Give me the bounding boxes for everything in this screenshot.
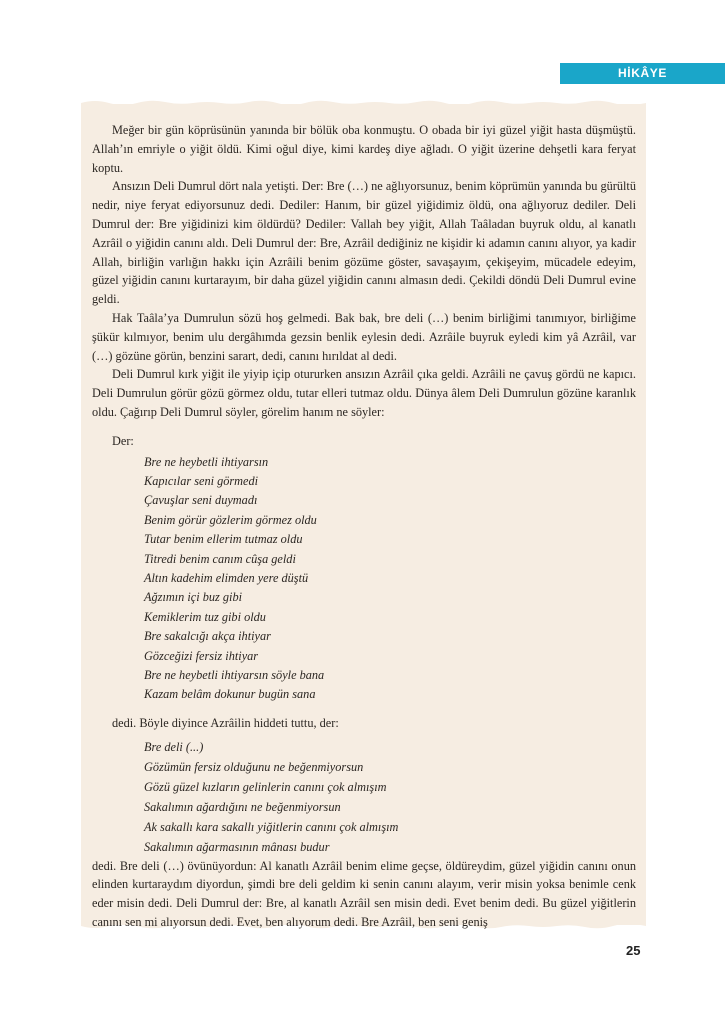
verse-line: Sakalımın ağarmasının mânası budur — [144, 839, 330, 854]
verse-line: Titredi benim canım cûşa geldi — [144, 551, 296, 566]
der-label: Der: — [112, 433, 134, 448]
verse-line: Benim görür gözlerim görmez oldu — [144, 512, 317, 527]
section-label: HİKÂYE — [618, 66, 667, 80]
verse-azrail — [92, 737, 636, 857]
verse-line: Ağzımın içi buz gibi — [144, 590, 243, 605]
verse-line: Altın kadehim elimden yere düştü — [144, 570, 309, 585]
paragraph: Ansızın Deli Dumrul dört nala yetişti. Der: Bre (…) ne ağlıyorsunuz, benim köprümün yanında bu gürültü nedir, niye feryat ediyorsunuz dedi. Dediler: Hanım, bir güzel yiğidimiz öldü, ona ağlıyoruz dediler. Deli Dumrul der: Bre yiğidinizi kim öldürdü? Dediler: Vallah bey yiğit, Allah Taâladan buyruk oldu, al kanatlı Azrâil o yiğidin canını aldı. Deli Dumrul der: Bre, Azrâil dediğiniz ne kişidir ki adamın canını alıyor, ya kadir Allah, birliğin varlığın hakkı için Azrâili benim gözüme göster, savaşayım, çekişeyim, mücadele edeyim, güzel yiğidin canını kurtarayım, bir daha güzel yiğidin canını almasın dedi. Çekildi döndü Deli Dumrul evine geldi. — [92, 179, 636, 307]
verse-line: Kemiklerim tuz gibi oldu — [144, 609, 266, 624]
verse-line: Tutar benim ellerim tutmaz oldu — [144, 532, 303, 547]
verse-line: Bre deli (...) — [144, 739, 204, 754]
verse-line: Gözü güzel kızların gelinlerin canını çok almışım — [144, 779, 387, 794]
dedi-line: dedi. Böyle diyince Azrâilin hiddeti tuttu, der: — [112, 715, 339, 730]
page-number: 25 — [626, 943, 641, 958]
verse-line: Sakalımın ağardığını ne beğenmiyorsun — [144, 799, 341, 814]
paragraph: Deli Dumrul kırk yiğit ile yiyip içip otururken ansızın Azrâil çıka geldi. Azrâili ne çavuş gördü ne kapıcı. Deli Dumrulun görür gözü görmez oldu, tutar elleri tutmaz oldu. Dünya âlem Deli Dumrulun gözüne karanlık oldu. Çağırıp Deli Dumrul söyler, görelim hanım ne söyler: — [92, 367, 636, 419]
verse-line: Kapıcılar seni görmedi — [144, 473, 259, 488]
verse-dumrul — [92, 453, 636, 705]
section-tab — [560, 63, 725, 84]
verse-line: Çavuşlar seni duymadı — [144, 493, 258, 508]
paragraph: Hak Taâla’ya Dumrulun sözü hoş gelmedi. Bak bak, bre deli (…) benim birliğimi tanımıyor, birliğime şükür kılmıyor, benim ulu dergâhımda gezsin benlik eylesin dedi. Azrâile buyruk eyledi kim yâ Azrâil, var (…) gözüne görün, benzini sarart, dedi, canını hırıldat al dedi. — [92, 310, 636, 363]
verse-line: Gözceğizi fersiz ihtiyar — [144, 648, 259, 663]
panel-top-edge — [81, 97, 646, 107]
verse-line: Bre ne heybetli ihtiyarsın — [144, 454, 269, 469]
final-paragraph: dedi. Bre deli (…) övünüyordun: Al kanatlı Azrâil benim elime geçse, öldüreydim, güzel yiğidin canını onun elinden kurtaraydım diyordun, şimdi bre deli geldim ki senin canını alayım, verir misin yoksa benimle cenk eder misin dedi. Deli Dumrul der: Bre, al kanatlı Azrâil sen misin dedi. Evet benim dedi. Bu güzel yiğitlerin canını sen mi alıyorsun dedi. Evet, ben alıyorum dedi. Bre Azrâil, ben seni geniş — [92, 858, 636, 930]
story-content — [92, 121, 636, 932]
verse-line: Bre sakalcığı akça ihtiyar — [144, 629, 271, 644]
paragraph: Meğer bir gün köprüsünün yanında bir bölük oba konmuştu. O obada bir iyi güzel yiğit hasta düşmüştü. Allah’ın emriyle o yiğit öldü. Kimi oğul diye, kimi kardeş diye ağladı. O yiğit üzerine dehşetli kara feryat koptu. — [92, 123, 636, 175]
verse-line: Gözümün fersiz olduğunu ne beğenmiyorsun — [144, 759, 364, 774]
verse-line: Ak sakallı kara sakallı yiğitlerin canını çok almışım — [144, 819, 399, 834]
verse-line: Kazam belâm dokunur bugün sana — [144, 687, 316, 702]
verse-line: Bre ne heybetli ihtiyarsın söyle bana — [144, 668, 325, 683]
